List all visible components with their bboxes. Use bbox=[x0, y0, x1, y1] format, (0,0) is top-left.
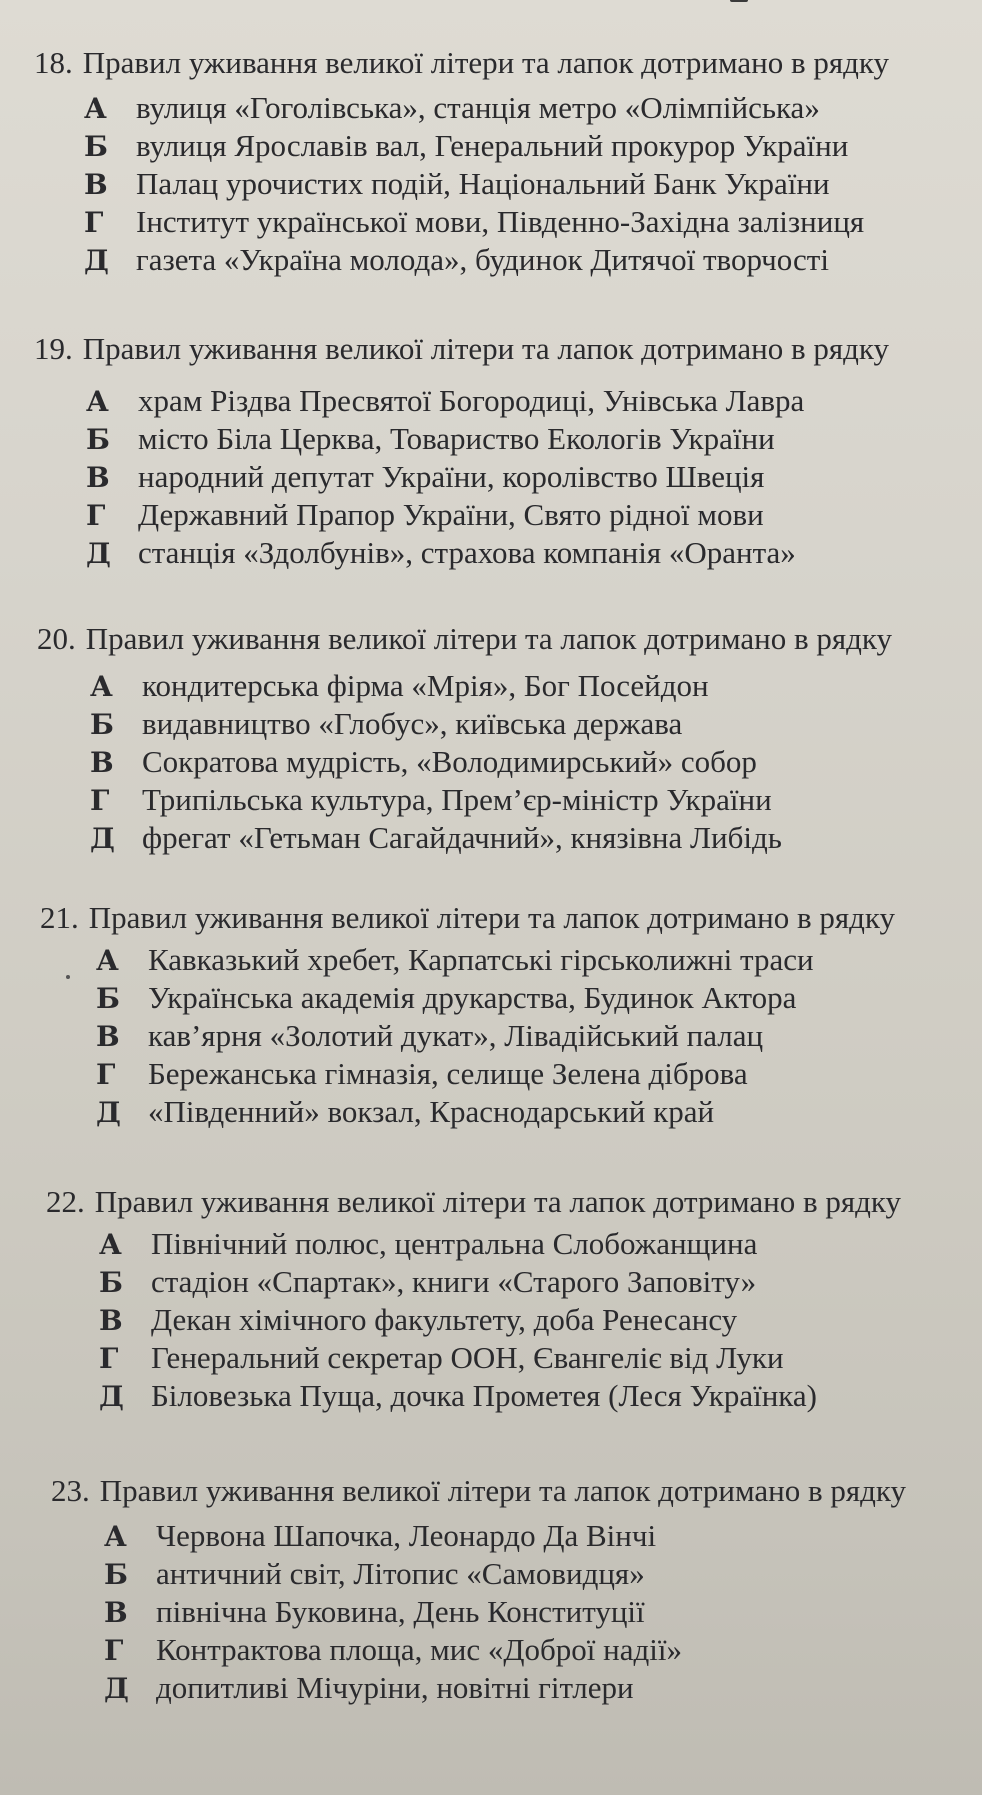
answer-option-a[interactable] bbox=[90, 667, 709, 706]
answer-option-a[interactable] bbox=[84, 89, 820, 128]
option-letter: А bbox=[84, 92, 107, 125]
question-prompt: Правил уживання великої літери та лапок дотримано в рядку bbox=[88, 900, 896, 935]
option-letter: В bbox=[90, 746, 114, 779]
question-prompt: Правил уживання великої літери та лапок дотримано в рядку bbox=[85, 621, 893, 656]
option-text: Українська академія друкарства, Будинок Актора bbox=[148, 980, 797, 1015]
option-letter: А bbox=[86, 385, 109, 418]
option-letter: Б bbox=[90, 708, 114, 741]
question-number: 23. bbox=[51, 1473, 90, 1508]
option-text: храм Різдва Пресвятої Богородиці, Унівська Лавра bbox=[138, 383, 805, 418]
option-text: Трипільська культура, Прем’єр-міністр України bbox=[142, 782, 772, 817]
option-text: місто Біла Церква, Товариство Екологів України bbox=[138, 421, 775, 456]
answer-option-b[interactable] bbox=[99, 1263, 756, 1302]
question-number: 19. bbox=[34, 331, 73, 366]
option-letter: А bbox=[90, 670, 113, 703]
question-title bbox=[37, 620, 892, 658]
option-letter: Б bbox=[84, 130, 108, 163]
option-text: Генеральний секретар ООН, Євангеліє від Луки bbox=[151, 1340, 784, 1375]
option-text: Біловезька Пуща, дочка Прометея (Леся Українка) bbox=[151, 1378, 817, 1413]
option-text: Червона Шапочка, Леонардо Да Вінчі bbox=[156, 1518, 657, 1553]
option-text: Північний полюс, центральна Слобожанщина bbox=[151, 1226, 758, 1261]
option-letter: Г bbox=[90, 784, 110, 817]
question-prompt: Правил уживання великої літери та лапок дотримано в рядку bbox=[82, 45, 890, 80]
answer-option-v[interactable] bbox=[96, 1017, 763, 1056]
answer-option-h[interactable] bbox=[90, 781, 772, 820]
printed-mark bbox=[730, 0, 748, 2]
option-text: фрегат «Гетьман Сагайдачний», князівна Либідь bbox=[142, 820, 782, 855]
option-letter: Г bbox=[99, 1342, 119, 1375]
answer-option-a[interactable] bbox=[104, 1517, 656, 1556]
option-letter: Д bbox=[99, 1380, 124, 1413]
option-text: кав’ярня «Золотий дукат», Лівадійський палац bbox=[148, 1018, 764, 1053]
option-letter: В bbox=[99, 1304, 123, 1337]
option-text: станція «Здолбунів», страхова компанія «Оранта» bbox=[138, 535, 796, 570]
option-letter: Г bbox=[96, 1058, 116, 1091]
answer-option-h[interactable] bbox=[104, 1631, 682, 1670]
option-text: кондитерська фірма «Мрія», Бог Посейдон bbox=[142, 668, 709, 703]
answer-option-v[interactable] bbox=[84, 165, 830, 204]
option-letter: Г bbox=[104, 1634, 124, 1667]
option-text: Контрактова площа, мис «Доброї надії» bbox=[156, 1632, 682, 1667]
answer-option-h[interactable] bbox=[96, 1055, 748, 1094]
option-text: Державний Прапор України, Свято рідної мови bbox=[138, 497, 764, 532]
answer-option-v[interactable] bbox=[86, 458, 764, 497]
option-text: північна Буковина, День Конституції bbox=[156, 1594, 645, 1629]
option-letter: Д bbox=[90, 822, 115, 855]
printed-dot bbox=[66, 975, 70, 979]
option-text: видавництво «Глобус», київська держава bbox=[142, 706, 683, 741]
option-text: вулиця «Гоголівська», станція метро «Олімпійська» bbox=[136, 90, 820, 125]
option-letter: А bbox=[99, 1228, 122, 1261]
option-letter: В bbox=[84, 168, 108, 201]
option-letter: Г bbox=[86, 499, 106, 532]
answer-option-v[interactable] bbox=[99, 1301, 737, 1340]
question-number: 22. bbox=[46, 1184, 85, 1219]
question-title bbox=[40, 899, 895, 937]
option-letter: В bbox=[104, 1596, 128, 1629]
question-number: 21. bbox=[40, 900, 79, 935]
option-letter: Г bbox=[84, 206, 104, 239]
option-text: Декан хімічного факультету, доба Ренесансу bbox=[151, 1302, 738, 1337]
answer-option-a[interactable] bbox=[96, 941, 814, 980]
answer-option-b[interactable] bbox=[86, 420, 775, 459]
answer-option-b[interactable] bbox=[104, 1555, 645, 1594]
option-letter: Д bbox=[86, 537, 111, 570]
answer-option-b[interactable] bbox=[96, 979, 796, 1018]
answer-option-h[interactable] bbox=[86, 496, 764, 535]
option-letter: Б bbox=[104, 1558, 128, 1591]
answer-option-b[interactable] bbox=[84, 127, 848, 166]
question-number: 20. bbox=[37, 621, 76, 656]
answer-option-v[interactable] bbox=[104, 1593, 645, 1632]
answer-option-d[interactable] bbox=[90, 819, 782, 858]
option-letter: Д bbox=[84, 244, 109, 277]
option-text: Сократова мудрість, «Володимирський» собор bbox=[142, 744, 757, 779]
option-text: Інститут української мови, Південно-Західна залізниця bbox=[136, 204, 865, 239]
option-letter: Д bbox=[104, 1672, 129, 1705]
answer-option-d[interactable] bbox=[86, 534, 796, 573]
answer-option-h[interactable] bbox=[84, 203, 864, 242]
option-letter: Б bbox=[96, 982, 120, 1015]
question-prompt: Правил уживання великої літери та лапок дотримано в рядку bbox=[99, 1473, 907, 1508]
option-text: газета «Україна молода», будинок Дитячої творчості bbox=[136, 242, 829, 277]
answer-option-b[interactable] bbox=[90, 705, 682, 744]
question-prompt: Правил уживання великої літери та лапок дотримано в рядку bbox=[82, 331, 890, 366]
option-text: стадіон «Спартак», книги «Старого Заповіту» bbox=[151, 1264, 757, 1299]
option-letter: А bbox=[104, 1520, 127, 1553]
answer-option-a[interactable] bbox=[99, 1225, 757, 1264]
answer-option-d[interactable] bbox=[84, 241, 829, 280]
option-text: Кавказький хребет, Карпатські гірськолижні траси bbox=[148, 942, 814, 977]
option-letter: Б bbox=[99, 1266, 123, 1299]
option-letter: А bbox=[96, 944, 119, 977]
option-letter: В bbox=[96, 1020, 120, 1053]
option-text: Бережанська гімназія, селище Зелена діброва bbox=[148, 1056, 748, 1091]
answer-option-a[interactable] bbox=[86, 382, 804, 421]
question-title bbox=[34, 330, 889, 368]
answer-option-d[interactable] bbox=[96, 1093, 714, 1132]
answer-option-d[interactable] bbox=[99, 1377, 817, 1416]
option-text: допитливі Мічуріни, новітні гітлери bbox=[156, 1670, 634, 1705]
option-text: Палац урочистих подій, Національний Банк України bbox=[136, 166, 830, 201]
option-letter: Д bbox=[96, 1096, 121, 1129]
question-prompt: Правил уживання великої літери та лапок дотримано в рядку bbox=[94, 1184, 902, 1219]
option-text: народний депутат України, королівство Швеція bbox=[138, 459, 765, 494]
option-text: античний світ, Літопис «Самовидця» bbox=[156, 1556, 645, 1591]
question-number: 18. bbox=[34, 45, 73, 80]
answer-option-v[interactable] bbox=[90, 743, 757, 782]
option-letter: Б bbox=[86, 423, 110, 456]
question-title bbox=[46, 1183, 901, 1221]
answer-option-d[interactable] bbox=[104, 1669, 634, 1708]
question-title bbox=[34, 44, 889, 82]
option-text: «Південний» вокзал, Краснодарський край bbox=[148, 1094, 715, 1129]
answer-option-h[interactable] bbox=[99, 1339, 784, 1378]
option-text: вулиця Ярославів вал, Генеральний прокурор України bbox=[136, 128, 849, 163]
option-letter: В bbox=[86, 461, 110, 494]
question-title bbox=[51, 1472, 906, 1510]
